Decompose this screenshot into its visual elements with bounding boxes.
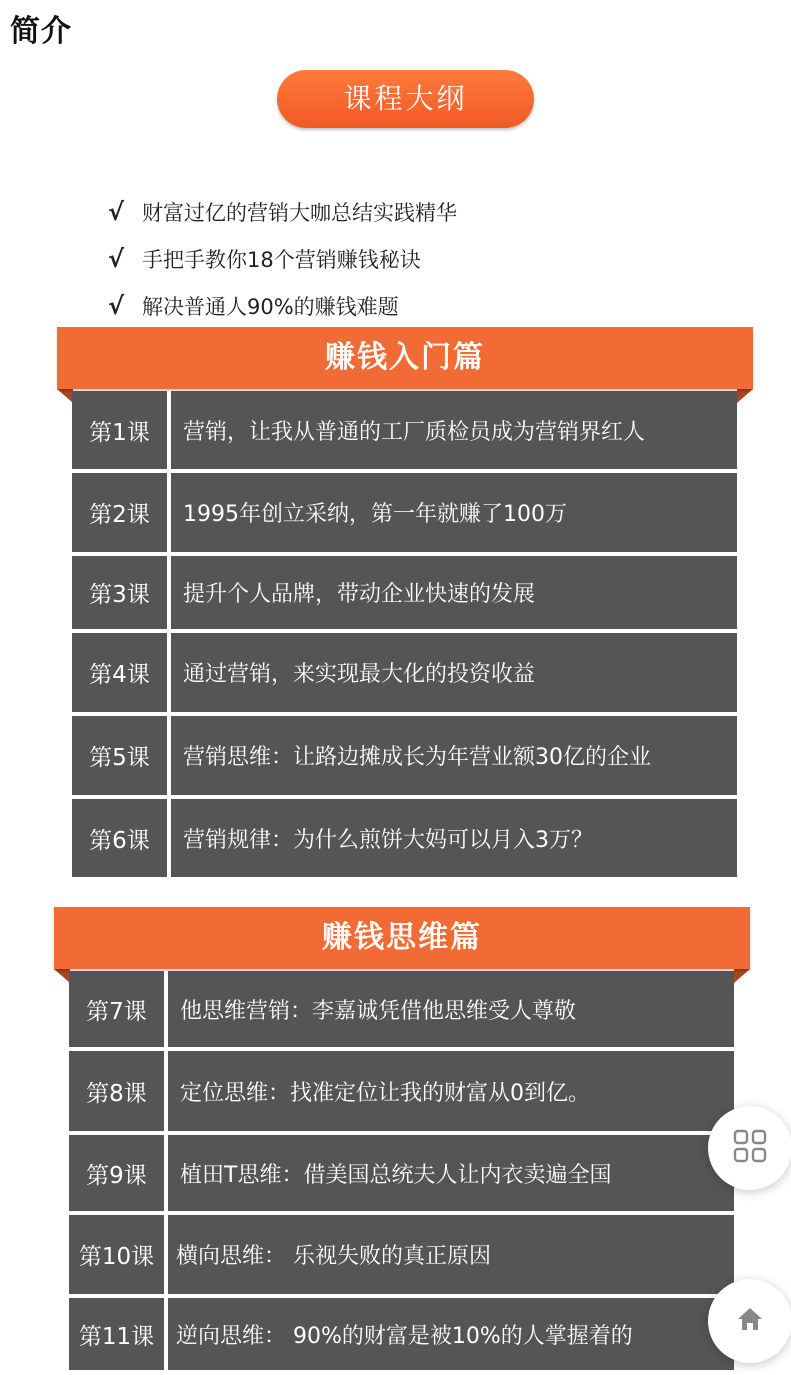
highlight-item [108, 235, 628, 282]
highlight-item [108, 188, 628, 235]
highlight-item [108, 282, 628, 329]
checkmark-icon: √ [108, 291, 125, 320]
lesson-number: 第8课 [69, 1051, 164, 1131]
lesson-row[interactable] [72, 799, 737, 877]
lesson-number: 第5课 [72, 716, 167, 795]
checkmark-icon: √ [108, 244, 125, 273]
lesson-row[interactable] [72, 556, 737, 629]
lesson-title: 横向思维： 乐视失败的真正原因 [168, 1215, 734, 1294]
lesson-row[interactable] [69, 971, 734, 1047]
lesson-row[interactable] [72, 391, 737, 469]
lesson-title: 逆向思维： 90%的财富是被10%的人掌握着的 [168, 1298, 734, 1370]
highlight-text: 解决普通人90%的赚钱难题 [142, 294, 399, 319]
highlight-text: 手把手教你18个营销赚钱秘诀 [142, 247, 421, 272]
lesson-title: 提升个人品牌，带动企业快速的发展 [171, 556, 737, 629]
lesson-title: 营销，让我从普通的工厂质检员成为营销界红人 [171, 391, 737, 469]
page-title: 简介 [10, 14, 72, 49]
lesson-title: 营销思维：让路边摊成长为年营业额30亿的企业 [171, 716, 737, 795]
lesson-number: 第2课 [72, 473, 167, 552]
lesson-number: 第10课 [69, 1215, 164, 1294]
lesson-title: 营销规律：为什么煎饼大妈可以月入3万？ [171, 799, 737, 877]
banner-fold [57, 389, 73, 403]
lesson-number: 第9课 [69, 1135, 164, 1211]
home-icon [736, 1305, 764, 1337]
lesson-title: 植田T思维：借美国总统夫人让内衣卖遍全国 [168, 1135, 734, 1211]
lesson-title: 1995年创立采纳，第一年就赚了100万 [171, 473, 737, 552]
lesson-title: 通过营销，来实现最大化的投资收益 [171, 633, 737, 712]
lesson-number: 第1课 [72, 391, 167, 469]
lesson-number: 第3课 [72, 556, 167, 629]
banner-fold [54, 969, 70, 983]
lesson-title: 定位思维：找准定位让我的财富从0到亿。 [168, 1051, 734, 1131]
banner-fold [737, 389, 753, 403]
lesson-title: 他思维营销：李嘉诚凭借他思维受人尊敬 [168, 971, 734, 1047]
lesson-number: 第4课 [72, 633, 167, 712]
lesson-row[interactable] [72, 473, 737, 552]
lesson-row[interactable] [72, 633, 737, 712]
lesson-row[interactable] [72, 716, 737, 795]
highlights-list [108, 188, 628, 329]
home-button[interactable] [708, 1279, 791, 1363]
lesson-row[interactable] [69, 1215, 734, 1294]
lesson-number: 第11课 [69, 1298, 164, 1370]
section-banner: 赚钱入门篇 [57, 327, 753, 389]
menu-grid-button[interactable] [708, 1106, 791, 1190]
lesson-row[interactable] [69, 1051, 734, 1131]
grid-icon [732, 1128, 768, 1168]
lesson-number: 第7课 [69, 971, 164, 1047]
lesson-row[interactable] [69, 1135, 734, 1211]
lesson-row[interactable] [69, 1298, 734, 1370]
checkmark-icon: √ [108, 197, 125, 226]
lesson-number: 第6课 [72, 799, 167, 877]
highlight-text: 财富过亿的营销大咖总结实践精华 [142, 200, 457, 225]
course-outline-pill: 课程大纲 [277, 70, 534, 128]
banner-fold [734, 969, 750, 983]
section-banner: 赚钱思维篇 [54, 907, 750, 969]
